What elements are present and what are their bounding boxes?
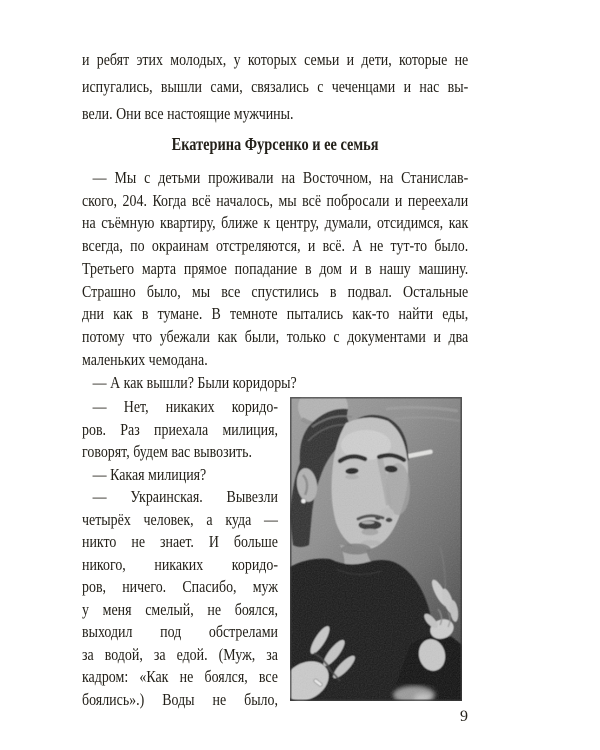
text-line: Страшно было, мы все спустились в подвал. Остальные bbox=[82, 281, 469, 301]
photo-woman-portrait bbox=[290, 397, 462, 701]
text-line: вели. Они все настоящие мужчины. bbox=[82, 104, 294, 123]
text-line: выходил под обстрелами bbox=[82, 622, 278, 642]
question-line: — А как вышли? Были коридоры? bbox=[92, 373, 297, 393]
text-line: маленьких чемодана. bbox=[82, 349, 208, 369]
intro-paragraph bbox=[82, 46, 468, 127]
text-line: дни как в тумане. В темноте пытались как-то найти еды, bbox=[82, 304, 469, 324]
text-line: никто не знает. И больше bbox=[82, 532, 278, 552]
text-line: Третьего марта прямое попадание в дом и в нашу машину. bbox=[82, 258, 469, 278]
text-line: у меня смелый, не боялся, bbox=[82, 599, 278, 619]
text-line: четырёх человек, а куда — bbox=[82, 509, 278, 529]
text-line: испугались, вышли сами, связались с чеченцами и нас вы- bbox=[82, 77, 469, 96]
text-line: — Мы с детьми проживали на Восточном, на Станислав- bbox=[92, 168, 469, 187]
page-number: 9 bbox=[460, 708, 468, 725]
text-line: боялись».) Воды не было, bbox=[82, 689, 278, 709]
text-line: и ребят этих молодых, у которых семьи и дети, которые не bbox=[82, 50, 469, 69]
woman-portrait-image bbox=[290, 397, 462, 701]
text-line: кадром: «Как не боялся, все bbox=[82, 667, 278, 687]
text-line: за водой, за едой. (Муж, за bbox=[82, 644, 278, 664]
text-line: всегда, по окраинам отстреляются, и всё. А не тут-то было. bbox=[82, 236, 469, 256]
text-line: — Украинская. Вывезли bbox=[92, 487, 278, 507]
section-heading: Екатерина Фурсенко и ее семья bbox=[171, 134, 379, 154]
wrapped-text-column bbox=[82, 396, 278, 711]
text-line: — Нет, никаких коридо- bbox=[92, 397, 278, 417]
main-paragraph bbox=[82, 167, 468, 371]
text-line: на съёмную квартиру, ближе к центру, думали, отсидимся, как bbox=[82, 213, 469, 233]
text-line: — Какая милиция? bbox=[92, 464, 207, 484]
text-line: говорят, будем вас вывозить. bbox=[82, 442, 252, 462]
text-line: ров. Раз приехала милиция, bbox=[82, 419, 278, 439]
text-line: никого, никаких коридо- bbox=[82, 554, 278, 574]
text-line: ского, 204. Когда всё началось, мы всё побросали и переехали bbox=[82, 190, 469, 210]
text-line: потому что убежали как были, только с документами и два bbox=[82, 326, 469, 346]
text-line: ров, ничего. Спасибо, муж bbox=[82, 577, 278, 597]
